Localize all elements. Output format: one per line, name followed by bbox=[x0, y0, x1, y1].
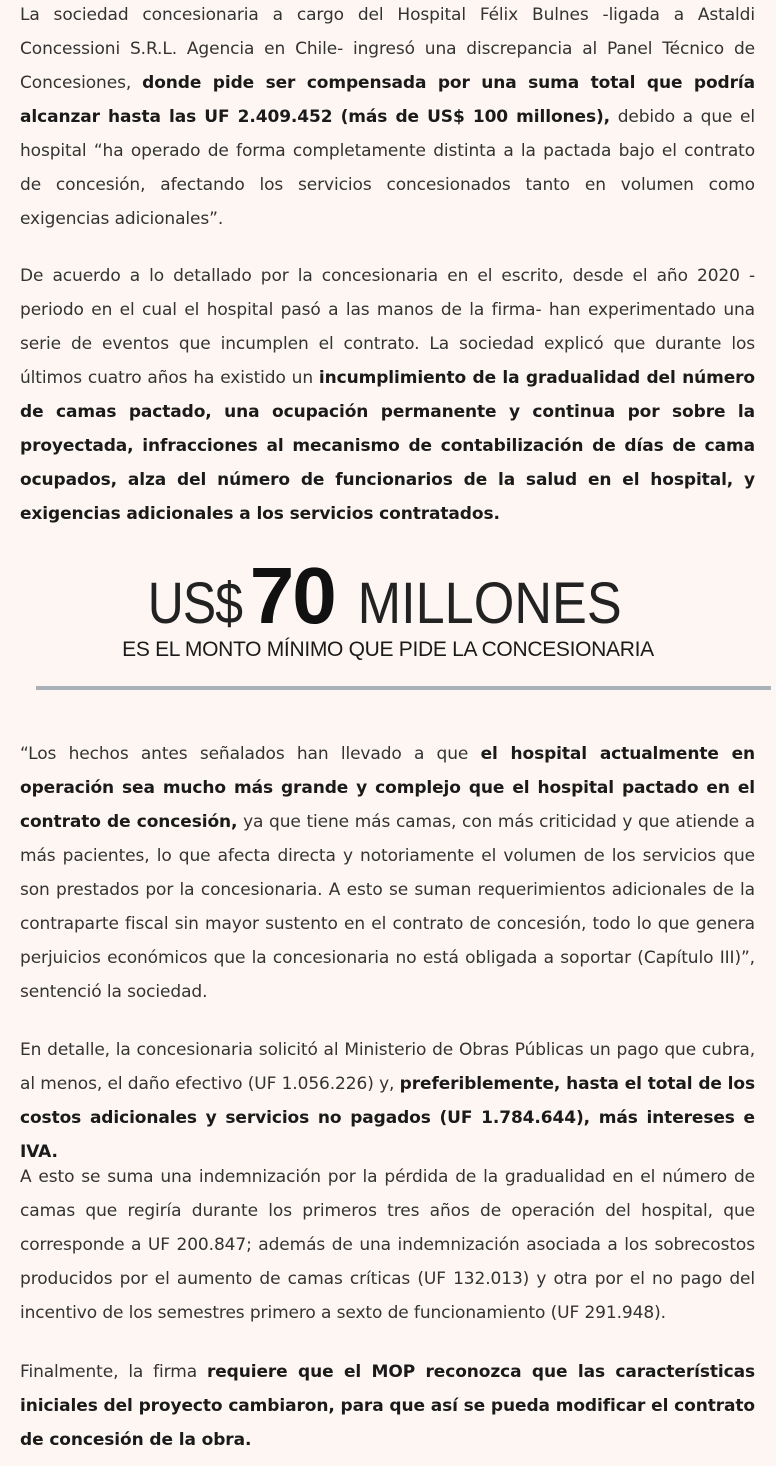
bold-text-segment: el hospital actualmente en operación sea mucho más grande y complejo que el hospital pactado en el contrato de concesión, bbox=[20, 744, 756, 832]
highlight-currency: US$ bbox=[147, 571, 243, 636]
paragraph-4 bbox=[20, 1033, 755, 1169]
highlight-subtitle: ES EL MONTO MÍNIMO QUE PIDE LA CONCESIONARIA bbox=[122, 638, 654, 661]
text-segment: A esto se suma una indemnización por la pérdida de la gradualidad en el número de camas que regiría durante los primeros tres años de operación del hospital, que corresponde a UF 200.847; además de una indemnización asociada a los sobrecostos producidos por el aumento de camas críticas (UF 132.013) y otra por el no pago del incentivo de los semestres primero a sexto de funcionamiento (UF 291.948). bbox=[20, 1167, 755, 1323]
paragraph-2 bbox=[20, 259, 755, 531]
bold-text-segment: donde pide ser compensada por una suma total que podría alcanzar hasta las UF 2.409.452 (más de US$ 100 millones), bbox=[20, 73, 755, 127]
highlight-figure bbox=[0, 551, 776, 640]
text-segment: ya que tiene más camas, con más criticidad y que atiende a más pacientes, lo que afecta directa y notoriamente el volumen de los servicios que son prestados por la concesionaria. A esto se suman requerimientos adicionales de la contraparte fiscal sin mayor sustento en el contrato de concesión, todo lo que genera perjuicios económicos que la concesionaria no está obligada a soportar (Capítulo III)”, sentenció la sociedad. bbox=[20, 812, 755, 1002]
paragraph-5 bbox=[20, 1160, 755, 1330]
highlight-callout bbox=[0, 551, 776, 662]
text-segment: “Los hechos antes señalados han llevado a que bbox=[20, 744, 481, 764]
bold-text-segment: preferiblemente, hasta el total de los costos adicionales y servicios no pagados (UF 1.784.644), más intereses e IVA. bbox=[20, 1074, 755, 1162]
highlight-number: 70 bbox=[249, 551, 335, 640]
text-segment: En detalle, la concesionaria solicitó al Ministerio de Obras Públicas un pago que cubra, al menos, el daño efectivo (UF 1.056.226) y, bbox=[20, 1040, 755, 1094]
bold-text-segment: incumplimiento de la gradualidad del número de camas pactado, una ocupación permanente y continua por sobre la proyectada, infracciones al mecanismo de contabilización de días de cama ocupados, alza del número de funcionarios de la salud en el hospital, y exigencias adicionales a los servicios contratados. bbox=[20, 368, 755, 524]
text-segment: La sociedad concesionaria a cargo del Hospital Félix Bulnes -ligada a Astaldi Concessioni S.R.L. Agencia en Chile- ingresó una discrepancia al Panel Técnico de Concesiones, bbox=[20, 5, 755, 93]
highlight-unit: MILLONES bbox=[357, 571, 622, 636]
text-segment: De acuerdo a lo detallado por la concesionaria en el escrito, desde el año 2020 -periodo en el cual el hospital pasó a las manos de la firma- han experimentado una serie de eventos que incumplen el contrato. La sociedad explicó que durante los últimos cuatro años ha existido un bbox=[20, 266, 755, 388]
paragraph-6 bbox=[20, 1355, 755, 1457]
text-segment: Finalmente, la firma bbox=[20, 1362, 207, 1382]
paragraph-3 bbox=[20, 737, 755, 1009]
section-divider bbox=[36, 686, 771, 690]
bold-text-segment: requiere que el MOP reconozca que las características iniciales del proyecto cambiaron, para que así se pueda modificar el contrato de concesión de la obra. bbox=[20, 1362, 755, 1450]
text-segment: debido a que el hospital “ha operado de forma completamente distinta a la pactada bajo el contrato de concesión, afectando los servicios concesionados tanto en volumen como exigencias adicionales”. bbox=[20, 107, 755, 229]
paragraph-1 bbox=[20, 0, 755, 236]
